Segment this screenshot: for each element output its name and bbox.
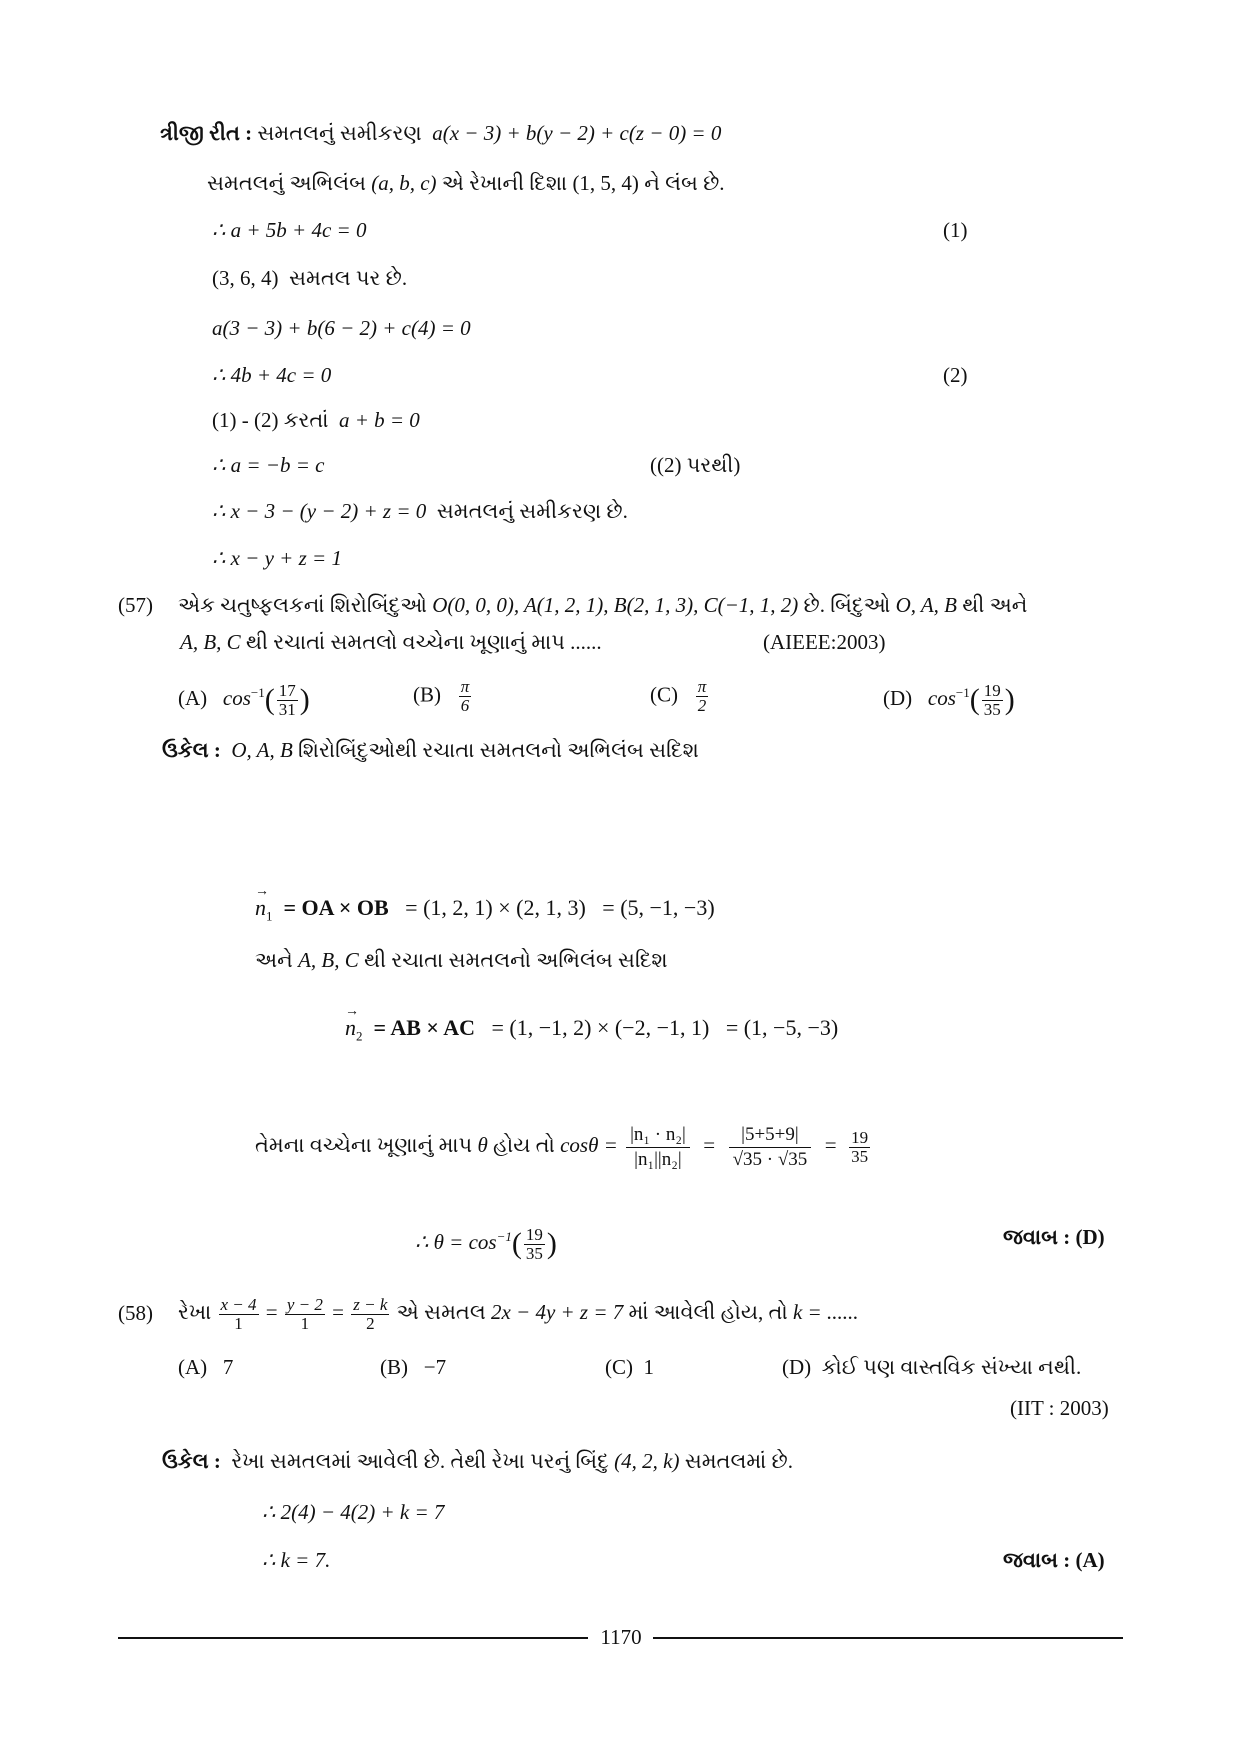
subtract-line [212,405,420,435]
frac3-den: 35 [851,1146,869,1166]
eq2-number: (2) [943,363,968,387]
and-text: અને [255,948,293,972]
point-on-plane-line [212,263,407,293]
normal-perp-dir: (1, 5, 4) [572,171,639,195]
and-line-text [255,945,668,975]
footer-rule-left [118,1637,588,1639]
q57-answer [1003,1222,1105,1252]
q58-f1-den: 1 [234,1313,243,1333]
q58-plane: 2x − 4y + z = 7 [490,1300,624,1324]
cos-theta-line: તેમના વચ્ચેના ખૂણાનું માપ θ હોય તો cosθ = $\frac{\text{|n₁ · n₂|}}{\text{|n₁||n₂|}}$ = $\frac{|5+5+9|}{√35 \cdot √35}$ = $\frac{19}{35}$ [255,1123,869,1170]
q58-f2-den: 1 [300,1313,310,1333]
q57-text-b: છે. બિંદુઓ [803,593,891,617]
q57-number: (57) [118,593,153,617]
frac3-num: 19 [851,1127,869,1147]
q57-solution-line [162,735,699,765]
n2-equation [345,1013,838,1051]
normal-perp-line [207,168,725,198]
option-den: 2 [697,696,707,715]
and-abc: A, B, C [298,948,359,972]
n2-result: = (1, −5, −3) [725,1015,839,1040]
n2-symbol: → n [345,1013,356,1043]
q58-solution-line [162,1446,793,1476]
footer-rule-right [653,1637,1123,1639]
n2-op: = AB × AC [373,1015,475,1040]
q57-conclusion: ∴ $\theta = \cos^{-1}$( $\frac{19}{35}$ ) [415,1224,557,1263]
option-num: π [697,677,707,696]
frac1-num: |n₁ · n₂| [626,1123,690,1148]
q58-solution-text2: સમતલમાં છે. [684,1449,794,1473]
plane-eq: ∴ x − 3 − (y − 2) + z = 0 [212,499,427,523]
q57-solution-text: શિરોબિંદુઓથી રચાતા સમતલનો અભિલંબ સદિશ [298,738,699,762]
option-text: 1 [643,1355,654,1379]
plane-eq-text: સમતલનું સમીકરણ છે. [436,499,628,523]
q58-text-a: રેખા [178,1300,212,1324]
option-num: π [460,677,470,696]
q58-option-a[interactable] [178,1352,233,1382]
n1-symbol: → n [255,893,266,923]
q57-solution-oab: O, A, B [231,738,293,762]
q57-text-d: થી રચાતાં સમતલો વચ્ચેના ખૂણાનું માપ ...... [245,630,602,654]
angle-text2: હોય તો [493,1133,555,1157]
q57-line1 [178,590,1027,620]
q57-abc: A, B, C [180,630,241,654]
final-eq: ∴ x − y + z = 1 [212,546,342,570]
q58-source: (IIT : 2003) [1010,1396,1109,1420]
subtract-label: (1) - (2) કરતાં [212,408,329,432]
subtract-eq: a + b = 0 [338,408,420,432]
q58-step1: ∴ 2(4) − 4(2) + k = 7 [262,1500,445,1524]
page-number: 1170 [600,1625,642,1649]
q57-option-c[interactable] [650,678,710,715]
q58-option-b[interactable] [380,1352,446,1382]
q58-number: (58) [118,1301,153,1325]
option-den: 31 [278,699,296,719]
option-cos: cos [222,686,251,710]
q57-option-a[interactable]: (A) $\cos^{-1}$( $\frac{17}{31}$ ) [178,680,310,719]
q58-answer [1003,1545,1105,1575]
q58-text-b: એ સમતલ [396,1300,486,1324]
option-text: −7 [423,1355,447,1379]
n1-equation [255,893,715,931]
point-on-plane-text: સમતલ પર છે. [289,266,408,290]
q57-text-a: એક ચતુષ્ફલકનાં શિરોબિંદુઓ [178,593,427,617]
third-method-eq: a(x − 3) + b(y − 2) + c(z − 0) = 0 [432,121,722,145]
n1-result: = (5, −1, −3) [602,895,715,920]
q57-option-b[interactable] [413,678,473,715]
eq1: ∴ a + 5b + 4c = 0 [212,218,367,242]
option-label: (A) [178,686,208,710]
q57-answer-value: (D) [1075,1225,1105,1249]
normal-perp-a: સમતલનું અભિલંબ [207,171,366,195]
q58-option-d[interactable] [782,1352,1081,1382]
q57-solution-label: ઉકેલ : [162,738,221,762]
conclusion-sup: −1 [496,1229,512,1244]
third-method-text: સમતલનું સમીકરણ [257,121,422,145]
and-rest: થી રચાતા સમતલનો અભિલંબ સદિશ [363,948,668,972]
option-label: (B) [380,1355,408,1379]
q58-f3-den: 2 [366,1313,375,1333]
option-cos: cos [927,686,956,710]
option-text: 7 [222,1355,234,1379]
option-den: 35 [983,699,1001,719]
n2-cross: = (1, −1, 2) × (−2, −1, 1) [491,1015,710,1040]
q58-k-eq: k = ...... [792,1300,859,1324]
option-label: (D) [883,686,913,710]
q57-source: (AIEEE:2003) [763,630,886,654]
q58-text-c: માં આવેલી હોય, તો [628,1300,788,1324]
option-num: 17 [278,680,296,700]
normal-perp-c: ને લંબ છે. [644,171,725,195]
n1-op: = OA × OB [283,895,389,920]
n1-sub: 1 [266,908,273,924]
substitution-eq: a(3 − 3) + b(6 − 2) + c(4) = 0 [212,316,471,340]
third-method-label: ત્રીજી રીત : [160,121,253,145]
q57-text-c: થી અને [962,593,1028,617]
point-on-plane: (3, 6, 4) [212,266,279,290]
option-label: (C) [605,1355,633,1379]
option-sup: −1 [250,685,265,700]
ratio-note: ((2) પરથી) [650,453,741,477]
q58-answer-value: (A) [1075,1548,1105,1572]
option-label: (A) [178,1355,208,1379]
q57-line2 [180,627,602,657]
q58-answer-label: જવાબ : [1003,1548,1071,1572]
q58-line1: રેખા $\frac{x - 4}{1}$ = $\frac{y - 2}{1}$ = $\frac{z - k}{2}$ એ સમતલ 2x − 4y + z = 7 માં આવેલી હોય, તો k = ...... [178,1294,859,1333]
third-method-line [160,118,721,148]
cos-theta: cosθ = [560,1133,618,1157]
q57-points: O(0, 0, 0), A(1, 2, 1), B(2, 1, 3), C(−1, 1, 2) [432,593,799,617]
plane-eq-line [212,496,628,526]
option-den: 6 [460,696,470,715]
option-label: (D) [782,1355,812,1379]
q58-solution-text: રેખા સમતલમાં આવેલી છે. તેથી રેખા પરનું બિંદુ [231,1449,609,1473]
q58-solution-label: ઉકેલ : [162,1449,221,1473]
option-label: (C) [650,682,678,707]
q58-step2: ∴ k = 7. [262,1548,331,1572]
eq1-number: (1) [943,218,968,242]
q57-oab: O, A, B [895,593,958,617]
frac1-den: |n₁||n₂| [634,1148,682,1170]
n2-sub: 2 [356,1028,363,1044]
frac2-den: √35 · √35 [732,1148,808,1170]
theta-symbol: θ [477,1133,488,1157]
q58-f2-num: y − 2 [286,1294,323,1314]
q58-f1-num: x − 4 [220,1294,257,1314]
option-text: કોઈ પણ વાસ્તવિક સંખ્યા નથી. [821,1355,1082,1379]
normal-perp-vec: (a, b, c) [371,171,437,195]
conclusion-text: ∴ θ = cos [415,1230,497,1254]
n1-cross: = (1, 2, 1) × (2, 1, 3) [405,895,586,920]
q58-f3-num: z − k [353,1294,388,1314]
ratio-eq: ∴ a = −b = c [212,453,325,477]
eq2: ∴ 4b + 4c = 0 [212,363,332,387]
q58-option-c[interactable] [605,1352,654,1382]
conclusion-num: 19 [525,1224,543,1244]
normal-perp-b: એ રેખાની દિશા [441,171,568,195]
conclusion-den: 35 [525,1243,543,1263]
option-label: (B) [413,682,441,707]
option-num: 19 [983,680,1001,700]
frac2-num: |5+5+9| [729,1123,812,1148]
q58-solution-point: (4, 2, k) [614,1449,680,1473]
q57-answer-label: જવાબ : [1003,1225,1071,1249]
q57-option-d[interactable]: (D) $\cos^{-1}$( $\frac{19}{35}$ ) [883,680,1015,719]
angle-text: તેમના વચ્ચેના ખૂણાનું માપ [255,1133,473,1157]
option-sup: −1 [955,685,970,700]
